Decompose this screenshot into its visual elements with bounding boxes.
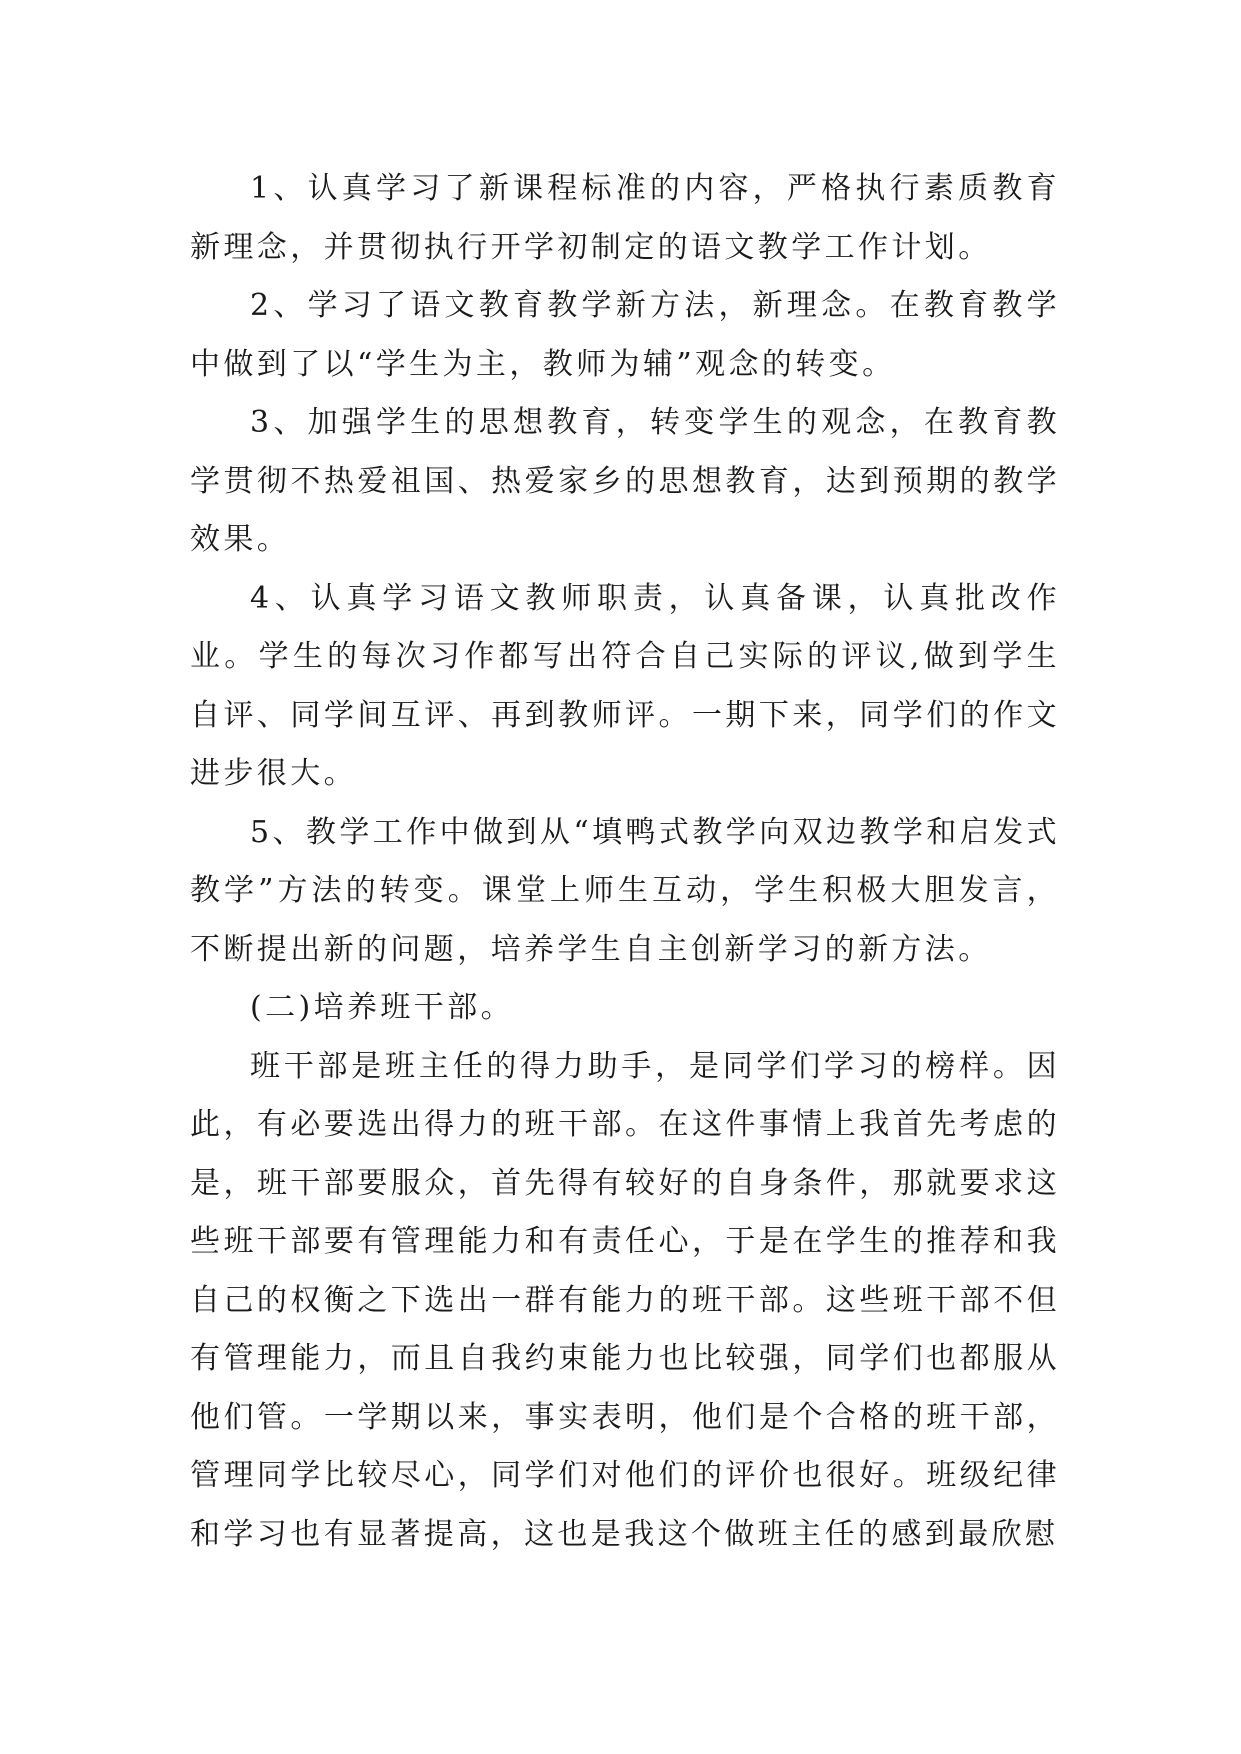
paragraph-item-1: 1、认真学习了新课程标准的内容，严格执行素质教育新理念，并贯彻执行开学初制定的语文教学工作计划。 bbox=[190, 171, 1060, 265]
document-body bbox=[190, 160, 1060, 1564]
paragraph-item-4: 4、认真学习语文教师职责，认真备课，认真批改作业。学生的每次习作都写出符合自己实际的评议,做到学生自评、同学间互评、再到教师评。一期下来，同学们的作文进步很大。 bbox=[190, 580, 1060, 791]
paragraph-item-2: 2、学习了语文教育教学新方法，新理念。在教育教学中做到了以“学生为主，教师为辅”观念的转变。 bbox=[190, 288, 1060, 382]
paragraph-class-cadres: 班干部是班主任的得力助手，是同学们学习的榜样。因此，有必要选出得力的班干部。在这件事情上我首先考虑的是，班干部要服众，首先得有较好的自身条件，那就要求这些班干部要有管理能力和有责任心，于是在学生的推荐和我自己的权衡之下选出一群有能力的班干部。这些班干部不但有管理能力，而且自我约束能力也比较强，同学们也都服从他们管。一学期以来，事实表明，他们是个合格的班干部，管理同学比较尽心，同学们对他们的评价也很好。班级纪律和学习也有显著提高，这也是我这个做班主任的感到最欣慰 bbox=[190, 1048, 1060, 1552]
section-heading: (二)培养班干部。 bbox=[250, 990, 515, 1025]
paragraph-item-5: 5、教学工作中做到从“填鸭式教学向双边教学和启发式教学”方法的转变。课堂上师生互动，学生积极大胆发言，不断提出新的问题，培养学生自主创新学习的新方法。 bbox=[190, 814, 1060, 967]
paragraph-item-3: 3、加强学生的思想教育，转变学生的观念，在教育教学贯彻不热爱祖国、热爱家乡的思想教育，达到预期的教学效果。 bbox=[190, 405, 1060, 557]
